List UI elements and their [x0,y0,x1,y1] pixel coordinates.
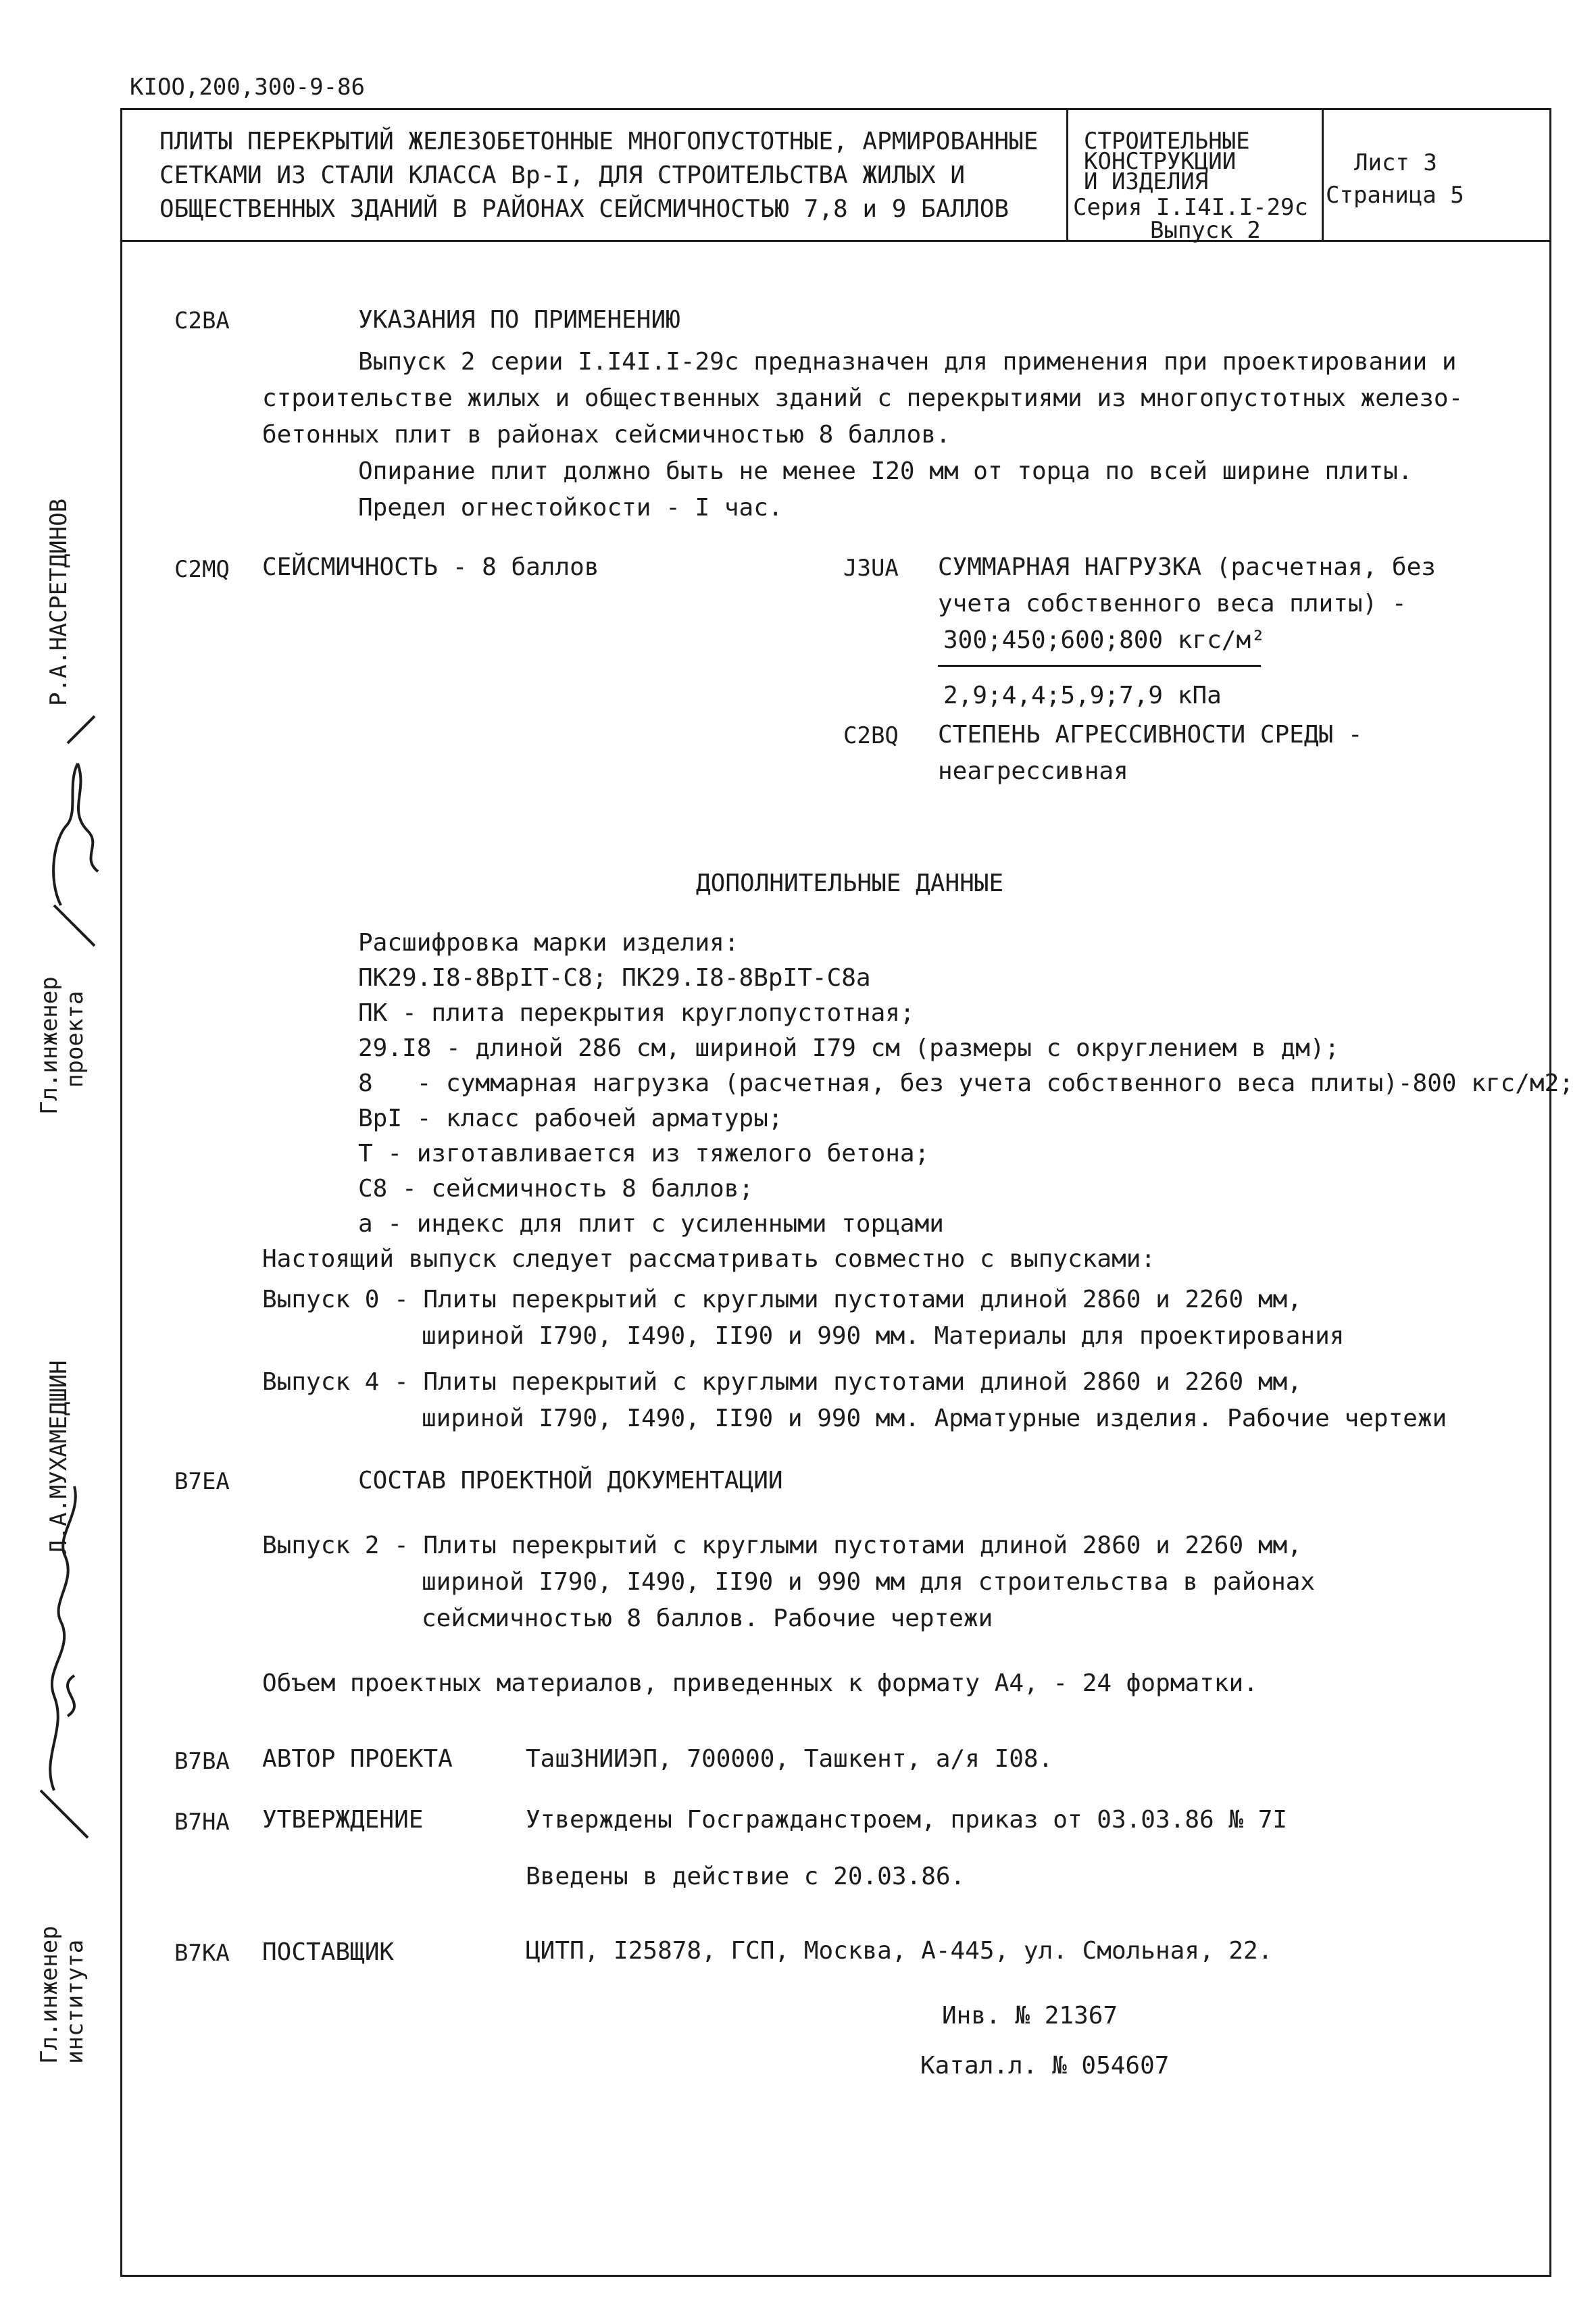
section-code: J3UA [843,555,899,582]
extra-line: Расшифровка марки изделия: [358,929,739,957]
usage-line: бетонных плит в районах сейсмичностью 8 баллов. [262,421,951,449]
extra-line: ПК - плита перекрытия круглопустотная; [358,999,915,1027]
side-name-nasretdinov: Р.А.НАСРЕТДИНОВ [45,498,72,706]
section-code: В7ВА [174,1748,230,1775]
approval-label: УТВЕРЖДЕНИЕ [262,1806,424,1834]
inventory-number: Инв. № 21367 [942,2002,1118,2030]
signature-nasretdinov [41,703,108,973]
header-category-line: И ИЗДЕЛИЯ [1084,168,1209,195]
usage-line: строительстве жилых и общественных зданий с перекрытиями из многопустотных железо- [262,384,1464,412]
usage-line: Опирание плит должно быть не менее I20 мм от торца по всей ширине плиты. [358,457,1413,485]
header-category-line: СТРОИТЕЛЬНЫЕ [1084,128,1250,155]
approval-effective: Введены в действие с 20.03.86. [526,1863,966,1890]
usage-line: Выпуск 2 серии I.I4I.I-29с предназначен для применения при проектировании и [358,348,1457,376]
header-series: Серия I.I4I.I-29с [1073,194,1308,221]
author-label: АВТОР ПРОЕКТА [262,1745,453,1773]
extra-title: ДОПОЛНИТЕЛЬНЫЕ ДАННЫЕ [696,870,1004,897]
issue4-line: Выпуск 4 - Плиты перекрытий с круглыми пустотами длиной 2860 и 2260 мм, [262,1368,1302,1396]
approval-value: Утверждены Госгражданстроем, приказ от 03.03.86 № 7I [526,1806,1288,1834]
author-value: ТашЗНИИЭП, 700000, Ташкент, а/я I08. [526,1745,1053,1773]
extra-line: ПК29.I8-8ВрIТ-С8; ПК29.I8-8ВрIТ-С8а [358,964,871,992]
aggressiveness-line: неагрессивная [938,757,1128,785]
header-divider [120,240,1551,242]
load-line: учета собственного веса плиты) - [938,590,1407,618]
issue2-line: Выпуск 2 - Плиты перекрытий с круглыми пустотами длиной 2860 и 2260 мм, [262,1532,1302,1559]
issue4-line: шириной I790, I490, II90 и 990 мм. Арматурные изделия. Рабочие чертежи [422,1405,1447,1432]
issue0-line: Выпуск 0 - Плиты перекрытий с круглыми пустотами длиной 2860 и 2260 мм, [262,1286,1302,1313]
header-category-line: КОНСТРУКЦИИ [1084,148,1237,175]
side-role-chief-engineer-institute: Гл.инженер [36,1926,63,2064]
section-code: В7ЕА [174,1468,230,1495]
signature-mukhamedshin [27,1473,108,1851]
side-role-chief-engineer-institute: института [61,1939,89,2064]
section-code: С2ВQ [843,722,899,749]
usage-line: Предел огнестойкости - I час. [358,494,783,522]
header-sheet: Лист 3 [1354,149,1437,176]
issue2-line: шириной I790, I490, II90 и 990 мм для строительства в районах [422,1568,1316,1596]
extra-note: Настоящий выпуск следует рассматривать совместно с выпусками: [262,1245,1156,1273]
header-col-divider-2 [1322,108,1324,241]
header-issue: Выпуск 2 [1150,217,1261,244]
header-title-line: СЕТКАМИ ИЗ СТАЛИ КЛАССА Вр-I, ДЛЯ СТРОИТЕЛЬСТВА ЖИЛЫХ И [159,161,966,189]
extra-line: Т - изготавливается из тяжелого бетона; [358,1140,930,1167]
header-title-line: ОБЩЕСТВЕННЫХ ЗДАНИЙ В РАЙОНАХ СЕЙСМИЧНОСТЬЮ 7,8 и 9 БАЛЛОВ [159,195,1009,223]
extra-line: 8 - суммарная нагрузка (расчетная, без учета собственного веса плиты)-800 кгс/м2; [358,1070,1574,1097]
volume-text: Объем проектных материалов, приведенных к формату А4, - 24 форматки. [262,1669,1258,1697]
supplier-value: ЦИТП, I25878, ГСП, Москва, А-445, ул. Смольная, 22. [526,1937,1273,1965]
extra-line: С8 - сейсмичность 8 баллов; [358,1175,754,1203]
aggressiveness-line: СТЕПЕНЬ АГРЕССИВНОСТИ СРЕДЫ - [938,721,1363,749]
section-code: С2ВА [174,307,230,334]
load-line: СУММАРНАЯ НАГРУЗКА (расчетная, без [938,553,1436,581]
load-value: 300;450;600;800 кгс/м² [943,626,1266,654]
load-fraction-line [938,665,1261,667]
seismicity-text: СЕЙСМИЧНОСТЬ - 8 баллов [262,553,599,581]
side-name-mukhamedshin: Л.А.МУХАМЕДШИН [45,1360,72,1554]
document-code: КIОО,200,300-9-86 [130,74,365,101]
header-title-line: ПЛИТЫ ПЕРЕКРЫТИЙ ЖЕЛЕЗОБЕТОННЫЕ МНОГОПУСТОТНЫЕ, АРМИРОВАННЫЕ [159,128,1039,155]
catalog-number: Катал.л. № 054607 [920,2052,1170,2080]
extra-line: ВрI - класс рабочей арматуры; [358,1105,783,1132]
side-role-chief-engineer-project: Гл.инженер [36,976,63,1115]
section-code: В7НА [174,1809,230,1836]
section-code: С2МQ [174,556,230,583]
header-page: Страница 5 [1326,182,1464,209]
side-role-chief-engineer-project: проекта [61,990,89,1088]
section-code: В7КА [174,1940,230,1967]
header-col-divider-1 [1066,108,1068,241]
extra-line: 29.I8 - длиной 286 см, шириной I79 см (размеры с округлением в дм); [358,1034,1340,1062]
supplier-label: ПОСТАВЩИК [262,1938,395,1966]
extra-line: а - индекс для плит с усиленными торцами [358,1210,944,1238]
usage-title: УКАЗАНИЯ ПО ПРИМЕНЕНИЮ [358,306,680,334]
composition-title: СОСТАВ ПРОЕКТНОЙ ДОКУМЕНТАЦИИ [358,1467,783,1494]
issue0-line: шириной I790, I490, II90 и 990 мм. Материалы для проектирования [422,1322,1345,1350]
issue2-line: сейсмичностью 8 баллов. Рабочие чертежи [422,1605,993,1632]
load-value-kpa: 2,9;4,4;5,9;7,9 кПа [943,682,1222,709]
